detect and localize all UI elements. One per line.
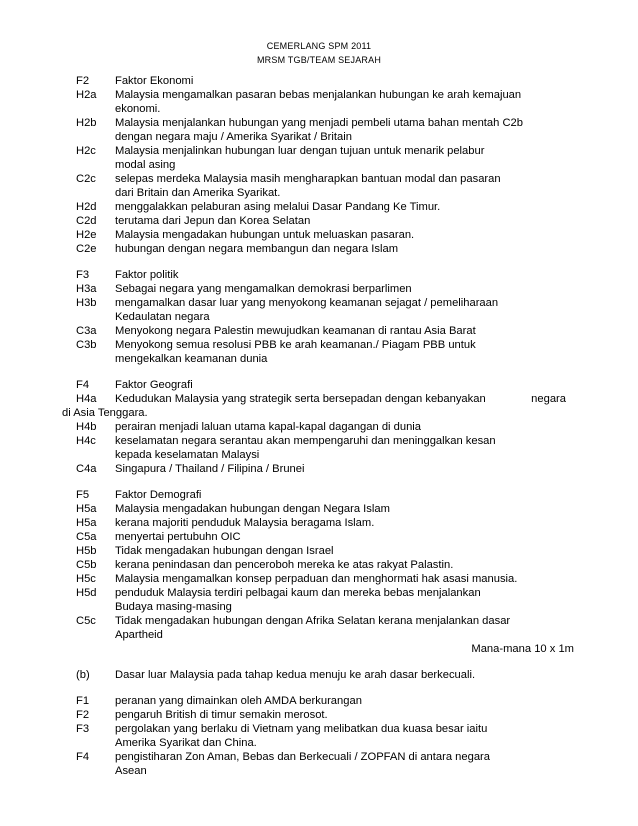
point-code: C3a: [76, 325, 97, 337]
answer-point-row: [76, 694, 566, 708]
answer-point-row: [76, 434, 566, 448]
point-text: dengan negara maju / Amerika Syarikat / Britain: [115, 131, 352, 143]
answer-point-row: [76, 572, 566, 586]
answer-point-row: [76, 144, 566, 158]
point-text: Sebagai negara yang mengamalkan demokrasi berparlimen: [115, 283, 412, 295]
point-text: pengaruh British di timur semakin merosot.: [115, 709, 328, 721]
point-text: keselamatan negara serantau akan mempengaruhi dan meninggalkan kesan: [115, 435, 496, 447]
answer-point-continuation: [76, 736, 566, 750]
point-code: C2d: [76, 215, 97, 227]
point-code: [76, 764, 115, 778]
answer-point-row: [76, 214, 566, 228]
point-text: perairan menjadi laluan utama kapal-kapal dagangan di dunia: [115, 421, 422, 433]
point-code: F3: [76, 723, 90, 735]
answer-point-continuation: [76, 186, 566, 200]
answer-point-row: [76, 324, 566, 338]
point-code: [76, 600, 115, 614]
point-text: kerana majoriti penduduk Malaysia beragama Islam.: [115, 517, 375, 529]
point-text: Singapura / Thailand / Filipina / Brunei: [115, 463, 305, 475]
point-code: [76, 130, 115, 144]
point-text: hubungan dengan negara membangun dan negara Islam: [115, 243, 399, 255]
answer-point-continuation: [76, 158, 566, 172]
point-code: H5a: [76, 517, 97, 529]
point-code: H3b: [76, 297, 97, 309]
point-text: Malaysia mengamalkan pasaran bebas menjalankan hubungan ke arah kemajuan: [115, 89, 522, 101]
point-code: H5c: [76, 573, 96, 585]
point-code: F2: [76, 709, 90, 721]
point-text: Menyokong negara Palestin mewujudkan keamanan di rantau Asia Barat: [115, 325, 476, 337]
marks-note: Mana-mana 10 x 1m: [471, 643, 574, 655]
point-code: F4: [76, 379, 90, 391]
point-code: H4b: [76, 421, 97, 433]
answer-point-row: [76, 228, 566, 242]
point-text: Malaysia mengadakan hubungan dengan Negara Islam: [115, 503, 390, 515]
answer-point-continuation: [76, 352, 566, 366]
answer-point-row: [76, 420, 566, 434]
section-gap: [76, 656, 566, 668]
point-code: F4: [76, 751, 90, 763]
answer-point-row: [76, 296, 566, 310]
answer-point-row: [76, 708, 566, 722]
answer-point-continuation: [76, 310, 566, 324]
point-text: ekonomi.: [115, 103, 161, 115]
part-b-points: [76, 694, 566, 778]
answer-point-continuation: [62, 406, 566, 420]
point-code: [76, 736, 115, 750]
point-code: [76, 186, 115, 200]
answer-point-row: [76, 462, 566, 476]
answer-point-continuation: [76, 130, 566, 144]
point-code: H2e: [76, 229, 97, 241]
point-text: Kedaulatan negara: [115, 311, 210, 323]
answer-point-row: [76, 88, 566, 102]
point-text: pergolakan yang berlaku di Vietnam yang melibatkan dua kuasa besar iaitu: [115, 723, 488, 735]
answer-point-row: [76, 200, 566, 214]
point-code: F3: [76, 269, 90, 281]
point-text: modal asing: [115, 159, 176, 171]
factor-section: [76, 268, 566, 366]
point-text: Malaysia mengamalkan konsep perpaduan dan menghormati hak asasi manusia.: [115, 573, 518, 585]
answer-point-continuation: [76, 448, 566, 462]
document-header-title: CEMERLANG SPM 2011: [266, 41, 372, 51]
answer-point-row: [76, 544, 566, 558]
point-code: F1: [76, 695, 90, 707]
point-text: [115, 392, 566, 406]
point-code: C4a: [76, 463, 97, 475]
section-gap: [76, 682, 566, 694]
point-text: selepas merdeka Malaysia masih mengharapkan bantuan modal dan pasaran: [115, 173, 501, 185]
point-text: Faktor Geografi: [115, 379, 193, 391]
answer-point-row: [76, 586, 566, 600]
point-text: Budaya masing-masing: [115, 601, 232, 613]
point-text: di Asia Tenggara.: [62, 407, 148, 419]
point-text: Faktor Demografi: [115, 489, 202, 501]
answer-point-continuation: [76, 764, 566, 778]
answer-point-row: [76, 392, 566, 406]
point-code: [76, 158, 115, 172]
factor-section: [76, 74, 566, 256]
point-text: mengamalkan dasar luar yang menyokong keamanan sejagat / pemeliharaan: [115, 297, 499, 309]
point-code: H5a: [76, 503, 97, 515]
point-text: dari Britain dan Amerika Syarikat.: [115, 187, 281, 199]
point-code: [76, 448, 115, 462]
point-text: Asean: [115, 765, 147, 777]
point-text: terutama dari Jepun dan Korea Selatan: [115, 215, 311, 227]
answer-point-row: [76, 558, 566, 572]
point-code: C5c: [76, 615, 96, 627]
point-code: H4a: [76, 393, 97, 405]
point-code: [76, 628, 115, 642]
point-code: F5: [76, 489, 90, 501]
point-code: H2c: [76, 145, 96, 157]
point-code: H2d: [76, 201, 97, 213]
answer-point-row: [76, 722, 566, 736]
answer-point-row: [76, 516, 566, 530]
point-text: kepada keselamatan Malaysi: [115, 449, 260, 461]
answer-point-row: [76, 488, 566, 502]
factor-section: [62, 378, 566, 476]
point-text: Menyokong semua resolusi PBB ke arah keamanan./ Piagam PBB untuk: [115, 339, 476, 351]
answer-point-row: [76, 614, 566, 628]
question-code: (b): [76, 669, 90, 681]
answer-scheme-body: [62, 74, 574, 778]
point-code: C2e: [76, 243, 97, 255]
point-text: menyertai pertubuhn OIC: [115, 531, 241, 543]
point-text: mengekalkan keamanan dunia: [115, 353, 268, 365]
point-text: Apartheid: [115, 629, 163, 641]
section-gap: [76, 476, 566, 488]
point-code: C3b: [76, 339, 97, 351]
point-text: Amerika Syarikat dan China.: [115, 737, 257, 749]
point-text: penduduk Malaysia terdiri pelbagai kaum dan mereka bebas menjalankan: [115, 587, 481, 599]
point-text: Tidak mengadakan hubungan dengan Israel: [115, 545, 334, 557]
answer-point-continuation: [76, 628, 566, 642]
section-gap: [76, 366, 566, 378]
point-text: Malaysia menjalinkan hubungan luar dengan tujuan untuk menarik pelabur: [115, 145, 485, 157]
point-text: menggalakkan pelaburan asing melalui Dasar Pandang Ke Timur.: [115, 201, 441, 213]
answer-point-row: [76, 338, 566, 352]
answer-point-continuation: [76, 102, 566, 116]
question-text: Dasar luar Malaysia pada tahap kedua menuju ke arah dasar berkecuali.: [115, 669, 476, 681]
answer-point-row: [76, 502, 566, 516]
point-code: [76, 352, 115, 366]
question-b: [76, 668, 566, 682]
answer-point-row: [76, 282, 566, 296]
point-text: kerana penindasan dan penceroboh mereka ke atas rakyat Palastin.: [115, 559, 454, 571]
document-header-subtitle: MRSM TGB/TEAM SEJARAH: [256, 55, 382, 65]
point-text: Malaysia mengadakan hubungan untuk meluaskan pasaran.: [115, 229, 415, 241]
answer-point-row: [76, 172, 566, 186]
point-code: H4c: [76, 435, 96, 447]
answer-point-row: [76, 242, 566, 256]
point-code: H5d: [76, 587, 97, 599]
point-text: Tidak mengadakan hubungan dengan Afrika Selatan kerana menjalankan dasar: [115, 615, 511, 627]
point-text: Faktor politik: [115, 269, 179, 281]
point-code: C5b: [76, 559, 97, 571]
point-text: pengistiharan Zon Aman, Bebas dan Berkecuali / ZOPFAN di antara negara: [115, 751, 490, 763]
answer-point-row: [76, 74, 566, 88]
answer-point-row: [76, 116, 566, 130]
point-text-main: Kedudukan Malaysia yang strategik serta bersepadan dengan kebanyakan: [115, 393, 486, 405]
answer-point-continuation: [76, 600, 566, 614]
point-code: H5b: [76, 545, 97, 557]
point-text-trailing: negara: [531, 393, 566, 405]
point-code: [76, 102, 115, 116]
section-gap: [76, 256, 566, 268]
point-text: Faktor Ekonomi: [115, 75, 194, 87]
answer-point-row: [76, 268, 566, 282]
point-code: [76, 310, 115, 324]
point-text: peranan yang dimainkan oleh AMDA berkurangan: [115, 695, 362, 707]
answer-point-row: [76, 378, 566, 392]
point-code: F2: [76, 75, 90, 87]
factor-section: [76, 488, 566, 642]
point-code: H2a: [76, 89, 97, 101]
answer-point-row: [76, 750, 566, 764]
answer-point-row: [76, 530, 566, 544]
point-code: C2c: [76, 173, 96, 185]
point-code: H2b: [76, 117, 97, 129]
point-code: C5a: [76, 531, 97, 543]
point-code: H3a: [76, 283, 97, 295]
point-text: Malaysia menjalankan hubungan yang menjadi pembeli utama bahan mentah C2b: [115, 117, 523, 129]
